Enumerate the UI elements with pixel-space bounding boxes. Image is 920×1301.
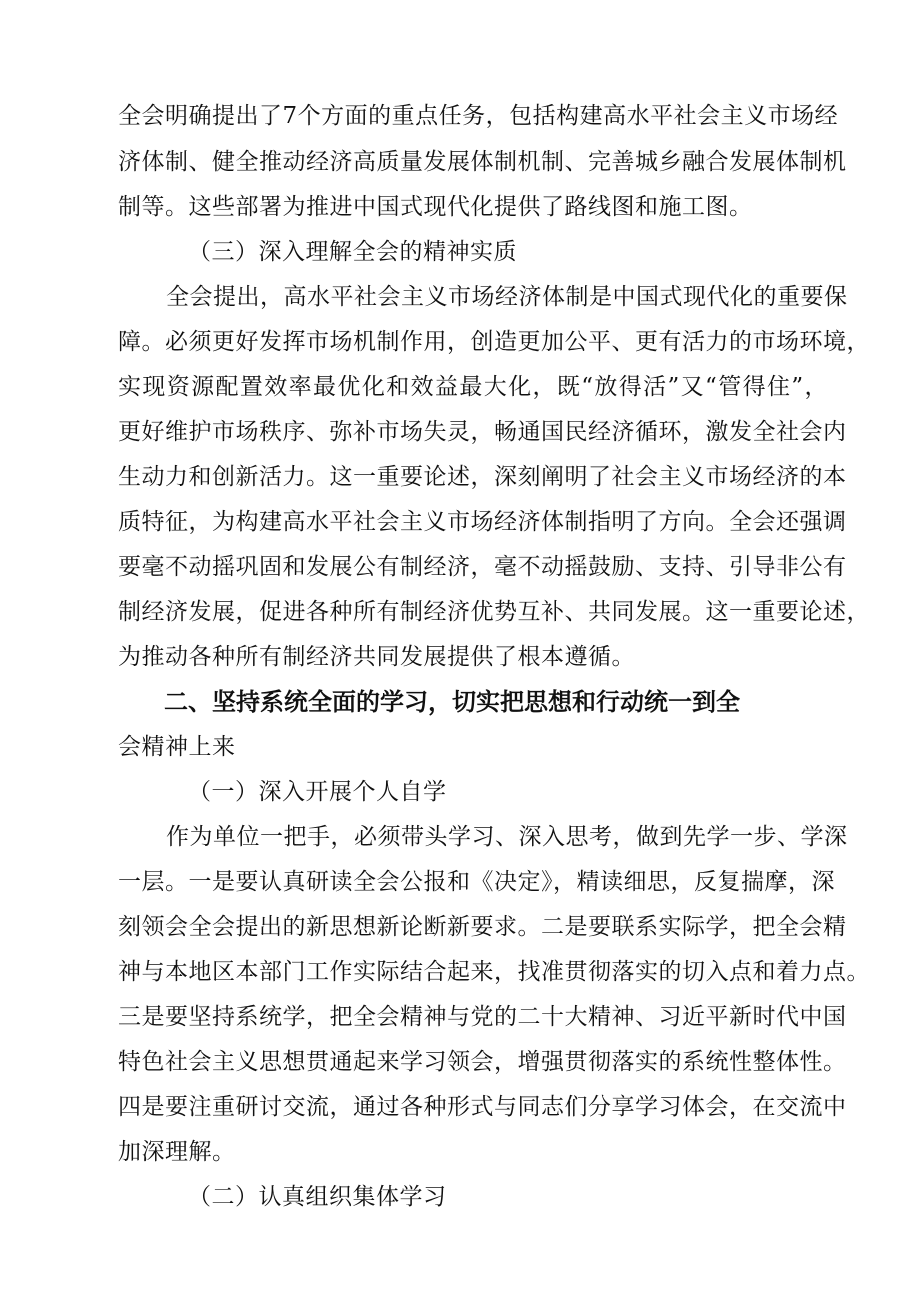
section-heading-continuation: 会精神上来 [118,734,236,760]
paragraph-line: 全会明确提出了7个方面的重点任务，包括构建高水平社会主义市场经 [118,103,839,129]
paragraph-line: 特色社会主义思想贯通起来学习领会，增强贯彻落实的系统性整体性。 [118,1049,847,1075]
section-subheading: （二）认真组织集体学习 [188,1184,447,1210]
section-subheading: （三）深入理解全会的精神实质 [188,239,517,265]
paragraph-line: 为推动各种所有制经济共同发展提供了根本遵循。 [118,644,635,670]
paragraph-line: 更好维护市场秩序、弥补市场失灵，畅通国民经济循环，激发全社会内 [118,419,847,445]
section-subheading: （一）深入开展个人自学 [188,779,447,805]
paragraph-line: 障。必须更好发挥市场机制作用，创造更加公平、更有活力的市场环境， [118,329,870,355]
paragraph-line: 要毫不动摇巩固和发展公有制经济，毫不动摇鼓励、支持、引导非公有 [118,554,847,580]
section-heading: 二、坚持系统全面的学习，切实把思想和行动统一到全 [164,688,740,716]
paragraph-line: 制等。这些部署为推进中国式现代化提供了路线图和施工图。 [118,194,753,220]
paragraph-line: 生动力和创新活力。这一重要论述，深刻阐明了社会主义市场经济的本 [118,464,847,490]
paragraph-line: 三是要坚持系统学，把全会精神与党的二十大精神、习近平新时代中国 [118,1004,847,1030]
paragraph-line: 神与本地区本部门工作实际结合起来，找准贯彻落实的切入点和着力点。 [118,959,870,985]
paragraph-line: 一层。一是要认真研读全会公报和《决定》，精读细思，反复揣摩，深 [118,869,835,895]
paragraph-line: 制经济发展，促进各种所有制经济优势互补、共同发展。这一重要论述， [118,599,870,625]
paragraph-line: 全会提出，高水平社会主义市场经济体制是中国式现代化的重要保 [166,284,848,310]
paragraph-line: 济体制、健全推动经济高质量发展体制机制、完善城乡融合发展体制机 [118,149,847,175]
paragraph-line: 作为单位一把手，必须带头学习、深入思考，做到先学一步、学深 [166,824,848,850]
paragraph-line: 实现资源配置效率最优化和效益最大化，既“放得活”又“管得住”， [118,374,828,400]
paragraph-line: 加深理解。 [118,1139,236,1165]
paragraph-line: 刻领会全会提出的新思想新论断新要求。二是要联系实际学，把全会精 [118,914,847,940]
paragraph-line: 四是要注重研讨交流，通过各种形式与同志们分享学习体会，在交流中 [118,1094,847,1120]
paragraph-line: 质特征，为构建高水平社会主义市场经济体制指明了方向。全会还强调 [118,509,847,535]
